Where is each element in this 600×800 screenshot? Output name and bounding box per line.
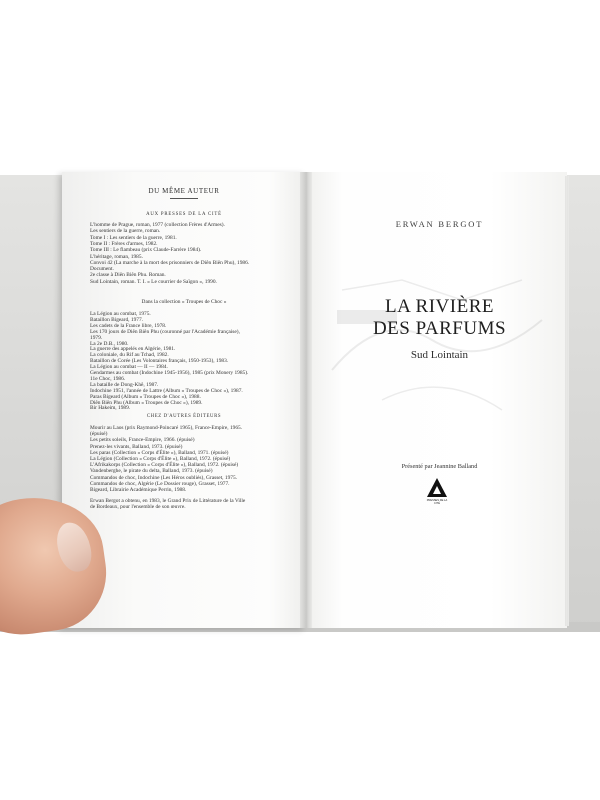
bibliography-line: La 2e D.B., 1980. (90, 340, 129, 347)
bibliography-line: Bataillon de Corée (Les Volontaires français, 1950-1953), 1983. (90, 358, 229, 365)
presented-by: Présenté par Jeannine Balland (401, 463, 478, 470)
heading-rule (170, 198, 198, 199)
bibliography-line: Les 170 jours de Diên Biên Phu (couronné par l'Académie française), (90, 328, 240, 335)
bibliography-line: Gendarmes au combat (Indochine 1945-1956), 1985 (prix Monery 1985). (90, 370, 249, 376)
section-heading-autres: CHEZ D'AUTRES ÉDITEURS (146, 414, 222, 419)
bibliography-line: Tome I : Les sentiers de la guerre, 1981. (90, 234, 177, 241)
author-name: ERWAN BERGOT (395, 219, 484, 229)
bibliography-line: Diên Biên Phu (Album « Troupes de Choc »), 1989. (90, 399, 203, 406)
bibliography-line: L'Afrikakorps (Collection « Corps d'Élite »), Balland, 1972. (épuisé) (90, 462, 239, 469)
bibliography-line: Les sentiers de la guerre, roman. (90, 228, 161, 235)
publisher-triangle-icon (426, 477, 448, 499)
title-line-1: LA RIVIÈRE (385, 296, 494, 317)
bibliography-line: La guerre des appelés en Algérie, 1981. (90, 346, 176, 353)
bibliography-line: Sud Lointain, roman. T. I. « Le courrier de Saïgon », 1990. (90, 278, 217, 285)
bibliography-line: 2e classe à Diên Biên Phu. Roman. (90, 272, 166, 279)
bibliography-line: (épuisé) (90, 431, 108, 438)
bibliography-line: Bir Hakeim, 1989. (90, 405, 131, 412)
bibliography-line: La Légion (Collection « Corps d'Élite »), Balland, 1972. (épuisé) (90, 456, 231, 462)
bibliography-line: L'héritage, roman, 1985. (90, 253, 143, 260)
bibliography-line: Convoi 42 (La marche à la mort des prisonniers de Diên Biên Phu), 1986. (90, 259, 250, 266)
bibliography-line: 11e Choc, 1986. (90, 375, 126, 382)
bibliography-line: Les petits soleils, France-Empire, 1966. (épuisé) (90, 437, 195, 444)
bibliography-line: Commandos de choc, Algérie (Le Dossier rouge), Grasset, 1977. (90, 480, 230, 487)
bibliography-line: Prenez-les vivants, Balland, 1973. (épuisé) (90, 443, 183, 450)
right-page (312, 172, 567, 628)
bibliography-line: Tome III : Le flambeau (prix Claude-Farrère 1984). (90, 247, 202, 254)
bibliography-line: Bigeard, Librairie Académique Perrin, 1988. (90, 487, 187, 493)
section-heading-presses: AUX PRESSES DE LA CITÉ (146, 212, 222, 217)
left-page-heading: DU MÊME AUTEUR (148, 187, 220, 195)
bibliography-line: La coloniale, du Rif au Tchad, 1982. (90, 352, 169, 359)
bibliography-line: Commandos de choc, Indochine (Les Héros oubliés), Grasset, 1975. (90, 474, 238, 481)
subtitle: Sud Lointain (410, 349, 469, 361)
publisher-logo-text: PRESSES DE LA CITÉ (426, 499, 448, 505)
bibliography-line: La bataille de Dong-Khê, 1987. (90, 381, 159, 388)
bibliography-line: Bataillon Bigeard, 1977. (90, 316, 143, 323)
page-edges (565, 176, 569, 626)
bibliography-line: Mourir au Laos (prix Raymond-Poincaré 1965), France-Empire, 1965. (90, 425, 243, 431)
bibliography-line: 1979. (90, 334, 103, 341)
bibliography-line: Paras Bigeard (Album « Troupes de Choc »), 1988. (90, 393, 201, 400)
bibliography-line: La Légion au combat — II — 1984. (90, 364, 168, 371)
bibliography-line: Vandenberghe, le pirate du delta, Balland, 1973. (épuisé) (90, 468, 213, 475)
title-line-2: DES PARFUMS (372, 318, 507, 339)
bibliography-line: Erwan Bergot a obtenu, en 1983, le Grand Prix de Littérature de la Ville (90, 498, 246, 504)
bibliography-line: Les paras (Collection « Corps d'Élite »), Balland, 1971. (épuisé) (90, 449, 229, 456)
bibliography-line: de Bordeaux, pour l'ensemble de son œuvre. (90, 504, 186, 511)
section-heading-troupes: Dans la collection « Troupes de Choc » (141, 299, 227, 305)
bibliography-line: Indochine 1951, l'année de Lattre (Album « Troupes de Choc »), 1987. (90, 387, 243, 394)
bibliography-line: La Légion au combat, 1975. (90, 311, 151, 317)
bibliography-line: Document. (90, 266, 114, 273)
bibliography-line: L'homme de Prague, roman, 1977 (collection Frères d'Armes). (90, 222, 225, 228)
bibliography-line: Les cadets de la France libre, 1978. (90, 322, 167, 329)
bibliography-line: Tome II : Frères d'armes, 1982. (90, 240, 158, 247)
